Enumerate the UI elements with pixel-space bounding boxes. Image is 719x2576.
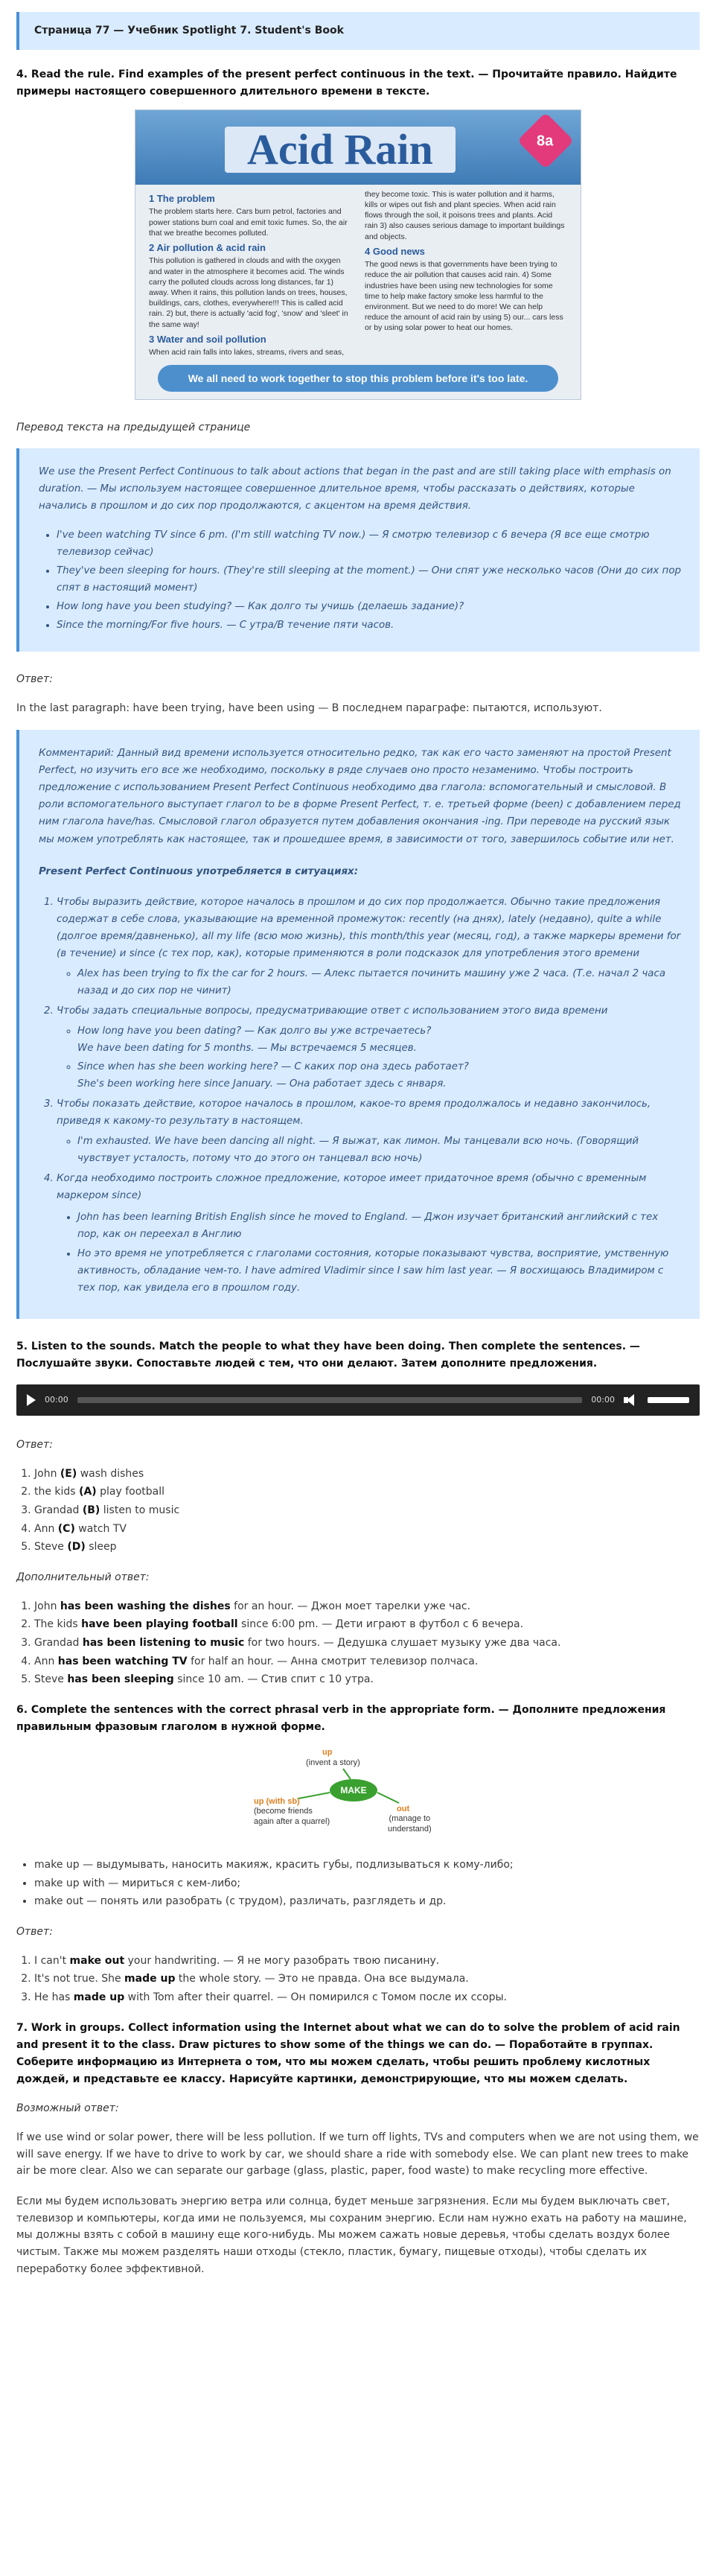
list-item: • Но это время не употребляется с глаголами состояния, которые показывают чувства, восприятие, умственную активность, обладание чем-то. I have admired Vladimir since I saw him last year. — Я восхищаюсь Владимиром с тех пор, как увидела его в прошлом году.	[77, 1245, 683, 1297]
volume-icon[interactable]	[624, 1394, 639, 1406]
audio-progress-bar[interactable]	[77, 1397, 583, 1403]
list-item: ◦ I'm exhausted. We have been dancing all night. — Я выжат, как лимон. Мы танцевали всю ночь. (Говорящий чувствует усталость, потому что до этого он танцевал всю ночь)	[77, 1133, 683, 1167]
diagram-out: out	[397, 1804, 410, 1814]
diagram-up-desc: (invent a story)	[306, 1758, 360, 1768]
list-item: • They've been sleeping for hours. (They're still sleeping at the moment.) — Они спят уже несколько часов (Они до сих пор спят в настоящий момент)	[57, 562, 683, 597]
list-item: 2. the kids (A) play football	[34, 1483, 700, 1501]
list-item: • make up — выдумывать, наносить макияж, красить губы, подлизываться к кому-либо;	[34, 1857, 700, 1874]
list-item: • make up with — мириться с кем-либо;	[34, 1875, 700, 1892]
diagram-up-with: up (with sb)	[254, 1797, 300, 1807]
time-current: 00:00	[45, 1394, 68, 1405]
list-item: • How long have you been studying? — Как долго ты учишь (делаешь задание)?	[57, 598, 683, 615]
list-item: 1. John (E) wash dishes	[34, 1466, 700, 1483]
time-duration: 00:00	[591, 1394, 615, 1405]
list-item: 2. The kids have been playing football since 6:00 pm. — Дети играют в футбол с 6 вечера.	[34, 1616, 700, 1633]
list-item: ◦ Alex has been trying to fix the car for 2 hours. — Алекс пытается починить машину уже 2 часа. (Т.е. начал 2 часа назад и до сих пор не чинит)	[77, 965, 683, 999]
task-6-heading: 6. Complete the sentences with the correct phrasal verb in the appropriate form. — Дополните предложения правильным фразовым глаголом в нужной форме.	[16, 1703, 666, 1733]
list-item: 5. Steve has been sleeping since 10 am. — Стив спит с 10 утра.	[34, 1671, 700, 1688]
list-item: 1. John has been washing the dishes for an hour. — Джон моет тарелки уже час.	[34, 1598, 700, 1615]
answer-english: If we use wind or solar power, there will be less pollution. If we turn off lights, TVs and computers when we are not using them, we will save energy. If we have to drive to work by car, we should share a ride with somebody else. We can plant new trees to make air be more clear. Also we can separate our garbage (glass, plastic, paper, food waste) to make recycling more effective.	[16, 2131, 699, 2178]
list-item: ◦ Since when has she been working here? — С каких пор она здесь работает? She's been working here since January. — Она работает здесь с января.	[77, 1058, 683, 1093]
task-5-heading: 5. Listen to the sounds. Match the people to what they have been doing. Then complete the sentences. — Послушайте звуки. Сопоставьте людей с тем, что они делают. Затем дополните предложения.	[16, 1340, 640, 1370]
possible-answer-label: Возможный ответ:	[16, 2102, 119, 2115]
phrasal-verb-diagram	[239, 1746, 477, 1843]
answer-label: Ответ:	[16, 1926, 53, 1939]
rule-box	[16, 448, 700, 652]
list-item: • Since the morning/For five hours. — С утра/В течение пяти часов.	[57, 617, 683, 634]
task-7-heading: 7. Work in groups. Collect information using the Internet about what we can do to solve the problem of acid rain and present it to the class. Draw pictures to show some of the things we can do. — Поработайте в группах. Соберите информацию из Интернета о том, что мы можем сделать, чтобы решить проблему кислотных дождей, и представьте ее классу. Нарисуйте картинки, демонстрирующие, что мы можем сделать.	[16, 2021, 680, 2086]
textbook-image	[135, 109, 581, 400]
usage-list	[39, 894, 683, 1297]
answer-label: Ответ:	[16, 672, 53, 685]
diagram-out-desc: (manage to understand)	[388, 1814, 432, 1834]
list-item: 3. Grandad (B) listen to music	[34, 1502, 700, 1519]
list-item: 3. Grandad has been listening to music for two hours. — Дедушка слушает музыку уже два часа.	[34, 1635, 700, 1652]
task-5-extra-answers	[16, 1598, 700, 1688]
list-item: • I've been watching TV since 6 pm. (I'm still watching TV now.) — Я смотрю телевизор с 6 вечера (Я все еще смотрю телевизор сейчас)	[57, 527, 683, 561]
page-title: Страница 77 — Учебник Spotlight 7. Student's Book	[16, 12, 700, 50]
volume-slider[interactable]	[648, 1397, 689, 1403]
book-column-right: they become toxic. This is water pollution and it harms, kills or wipes out fish and plant species. When acid rain flows through the soil, it poisons trees and plants. Acid rain 3) also causes serious damage to important buildings and objects. 4 Good news The good news is that governments have been trying to reduce the air pollution that causes acid rain. 4) Some industries have been using new technologies for some time to help make factory smoke less harmful to the environment. But we need to do more! We can help reduce the amount of acid rain by using 5) our... cars less or by using solar power to heat our homes.	[365, 189, 565, 333]
diagram-center: MAKE	[330, 1779, 377, 1801]
book-title: Acid Rain	[225, 127, 456, 173]
diagram-up-with-desc: (become friends again after a quarrel)	[254, 1807, 330, 1827]
phrasal-meanings	[16, 1857, 700, 1910]
list-item: 3. He has made up with Tom after their quarrel. — Он помирился с Томом после их ссоры.	[34, 1989, 700, 2006]
list-item: 4. Ann has been watching TV for half an hour. — Анна смотрит телевизор полчаса.	[34, 1653, 700, 1670]
rule-examples	[39, 527, 683, 634]
audio-player	[16, 1384, 700, 1416]
unit-badge: 8a	[517, 112, 574, 169]
task-5-answers	[16, 1466, 700, 1556]
task-6-answers	[16, 1953, 700, 2006]
list-item: 1. I can't make out your handwriting. — Я не могу разобрать твою писанину.	[34, 1953, 700, 1970]
translation-link[interactable]: Перевод текста на предыдущей странице	[16, 421, 251, 433]
list-item: 2. Чтобы задать специальные вопросы, предусматривающие ответ с использованием этого вида времени ◦ How long have you been dating? — Как долго вы уже встречаетесь? We have been dating for 5 months. — Мы встречаемся 5 месяцев. ◦ Since when has she been working here? — С каких пор она здесь работает? She's been working here since January. — Она работает здесь с января.	[57, 1002, 683, 1093]
task-4-heading: 4. Read the rule. Find examples of the present perfect continuous in the text. — Прочитайте правило. Найдите примеры настоящего совершенного длительного времени в тексте.	[16, 68, 677, 98]
answer-text: In the last paragraph: have been trying, have been using — В последнем параграфе: пытаются, используют.	[16, 702, 602, 714]
comment-box	[16, 730, 700, 1318]
answer-russian: Если мы будем использовать энергию ветра или солнца, будет меньше загрязнения. Если мы будем выключать свет, телевизор и компьютеры, когда ими не пользуемся, мы сохраним энергию. Если нам нужно ехать на работу на машине, мы должны взять с собой в машину еще кого-нибудь. Мы можем сажать новые деревья, чтобы сделать воздух более чистым. Также мы можем разделять наши отходы (стекло, пластик, бумагу, пищевые отходы), чтобы сделать их переработку более эффективной.	[16, 2195, 687, 2275]
list-item: 4. Когда необходимо построить сложное предложение, которое имеет придаточное время (обычно с временным маркером since) • John has been learning British English since he moved to England. — Джон изучает британский английский с тех пор, как он переехал в Англию • Но это время не употребляется с глаголами состояния, которые показывают чувства, восприятие, умственную активность, обладание чем-то. I have admired Vladimir since I saw him last year. — Я восхищаюсь Владимиром с тех пор, как увидела его в прошлом году.	[57, 1170, 683, 1296]
list-item: 1. Чтобы выразить действие, которое началось в прошлом и до сих пор продолжается. Обычно такие предложения содержат в себе слова, указывающие на временной промежуток: recently (на днях), lately (недавно), quite a while (долгое время/давненько), all my life (всю мою жизнь), this month/this year (месяц, год), а также маркеры времени for (в течение) и since (с тех пор, как), которые применяются в роли подсказок для употребления этого времени ◦ Alex has been trying to fix the car for 2 hours. — Алекс пытается починить машину уже 2 часа. (Т.е. начал 2 часа назад и до сих пор не чинит)	[57, 894, 683, 999]
rule-intro: We use the Present Perfect Continuous to talk about actions that began in the past and are still taking place with emphasis on duration. — Мы используем настоящее совершенное длительное время, чтобы рассказать о действиях, которые начались в прошлом и до сих пор продолжаются, с акцентом на время действия.	[39, 465, 671, 512]
list-item: ◦ How long have you been dating? — Как долго вы уже встречаетесь? We have been dating for 5 months. — Мы встречаемся 5 месяцев.	[77, 1023, 683, 1057]
list-item: 5. Steve (D) sleep	[34, 1539, 700, 1556]
list-item: 3. Чтобы показать действие, которое началось в прошлом, какое-то время продолжалось и недавно закончилось, приведя к какому-то результату в настоящем. ◦ I'm exhausted. We have been dancing all night. — Я выжат, как лимон. Мы танцевали всю ночь. (Говорящий чувствует усталость, потому что до этого он танцевал всю ночь)	[57, 1095, 683, 1167]
play-icon[interactable]	[27, 1394, 36, 1406]
list-item: • John has been learning British English since he moved to England. — Джон изучает британский английский с тех пор, как он переехал в Англию	[77, 1209, 683, 1243]
list-item: • make out — понять или разобрать (с трудом), различать, разглядеть и др.	[34, 1893, 700, 1910]
list-item: 4. Ann (C) watch TV	[34, 1521, 700, 1538]
comment-text: Комментарий: Данный вид времени используется относительно редко, так как его часто заменяют на простой Present Perfect, но изучить его все же необходимо, поскольку в ряде случаев оно просто незаменимо. Чтобы построить предложение с использованием Present Perfect Continuous необходимо два глагола: вспомогательный и смысловой. В роли вспомогательного выступает глагол to be в форме Present Perfect, т. е. третьей форме (been) с добавлением перед ним глагола have/has. Смысловой глагол образуется путем добавления окончания -ing. При переводе на русский язык мы можем употреблять как настоящее, так и прошедшее время, в зависимости от того, завершилось событие или нет.	[39, 748, 681, 845]
book-column-left: 1 The problem The problem starts here. Cars burn petrol, factories and power stations burn coal and emit toxic fumes. So, the air that we breathe becomes polluted. 2 Air pollution & acid rain This pollution is gathered in clouds and with the oxygen and water in the atmosphere it becomes acid. The winds carry the polluted clouds across long distances, far 1) away. When it rains, this pollution lands on trees, houses, buildings, cars, clothes, everywhere!!! This is called acid rain. 2) but, there is actually 'acid fog', 'snow' and 'sleet' in the same way! 3 Water and soil pollution When acid rain falls into lakes, streams, rivers and seas,	[149, 192, 348, 357]
diagram-up: up	[322, 1748, 333, 1758]
list-item: 2. It's not true. She made up the whole story. — Это не правда. Она все выдумала.	[34, 1971, 700, 1988]
answer-label: Ответ:	[16, 1438, 53, 1451]
extra-answer-label: Дополнительный ответ:	[16, 1571, 150, 1583]
book-footer-banner: We all need to work together to stop this problem before it's too late.	[158, 365, 558, 392]
usage-heading: Present Perfect Continuous употребляется в ситуациях:	[39, 865, 359, 877]
